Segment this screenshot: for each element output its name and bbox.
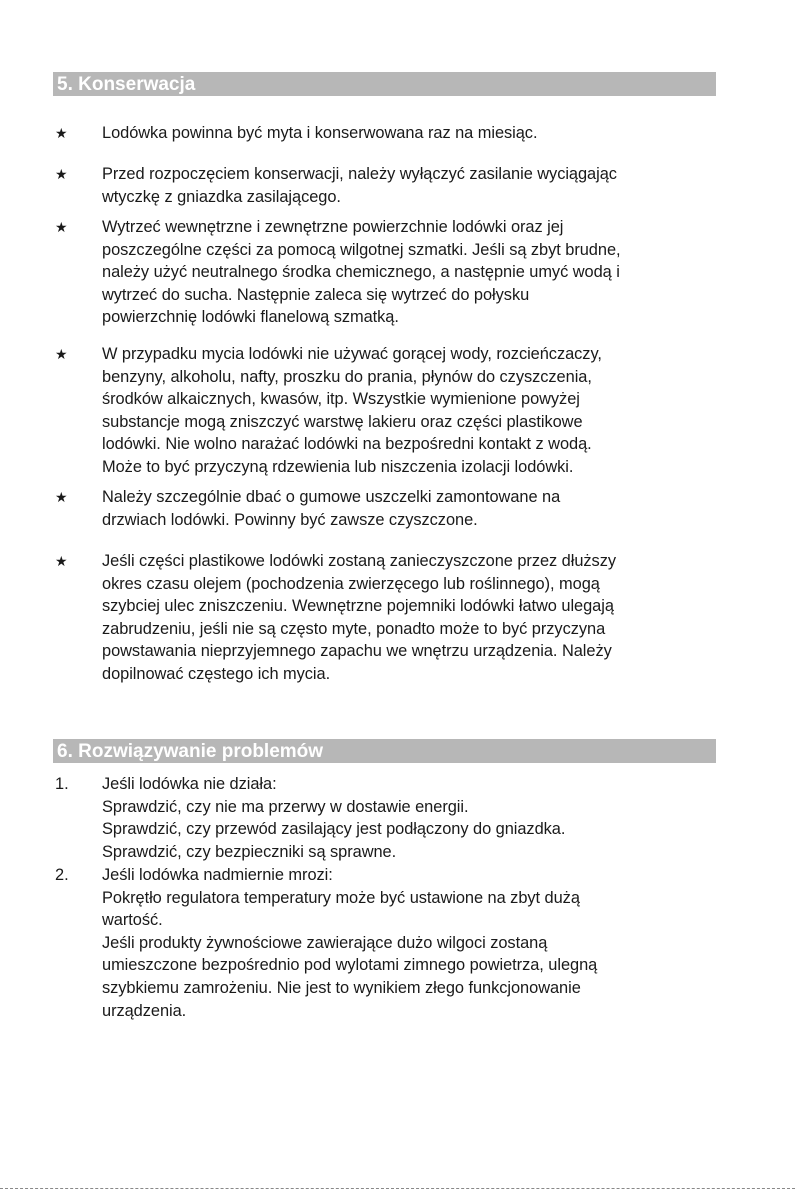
text-line: drzwiach lodówki. Powinny być zawsze czyszczone. [102,510,478,529]
text-line: Sprawdzić, czy nie ma przerwy w dostawie energii. [102,797,469,816]
text-line: Sprawdzić, czy przewód zasilający jest podłączony do gniazdka. [102,820,566,839]
text-line: wartość. [102,911,163,930]
text-line: Jeśli lodówka nie działa: [102,775,277,793]
item-number: 2. [55,866,69,884]
text-line: benzyny, alkoholu, nafty, proszku do prania, płynów do czyszczenia, [102,367,592,386]
item-text [102,864,714,1022]
text-line: substancje mogą zniszczyć warstwę lakieru oraz części plastikowe [102,412,583,431]
text-line: urządzenia. [102,1001,187,1020]
text-line: Sprawdzić, czy bezpieczniki są sprawne. [102,842,397,861]
section-6-heading: 6. Rozwiązywanie problemów [53,739,716,763]
text-line: dopilnować częstego ich mycia. [102,664,331,683]
item-text [102,486,714,531]
text-line: Jeśli lodówka nadmiernie mrozi: [102,866,333,884]
page-bottom-divider [0,1188,795,1189]
text-line: Jeśli części plastikowe lodówki zostaną zanieczyszczone przez dłuższy [102,552,616,570]
text-line: Lodówka powinna być myta i konserwowana raz na miesiąc. [102,124,538,142]
text-line: zabrudzeniu, jeśli nie są często myte, ponadto może to być przyczyna [102,619,606,638]
text-line: powierzchnię lodówki flanelową szmatką. [102,308,399,327]
text-line: wtyczkę z gniazdka zasilającego. [102,187,341,206]
item-text [102,550,714,686]
star-bullet-icon: ★ [55,125,68,141]
text-line: należy użyć neutralnego środka chemicznego, a następnie umyć wodą i [102,263,620,282]
item-text [102,216,714,329]
star-bullet-icon: ★ [55,166,68,182]
text-line: umieszczone bezpośrednio pod wylotami zimnego powietrza, ulegną [102,956,598,975]
text-line: szybciej ulec zniszczeniu. Wewnętrzne pojemniki lodówki łatwo ulegają [102,597,614,616]
text-line: Należy szczególnie dbać o gumowe uszczelki zamontowane na [102,488,561,506]
text-line: okres czasu olejem (pochodzenia zwierzęcego lub roślinnego), mogą [102,574,600,593]
text-line: poszczególne części za pomocą wilgotnej szmatki. Jeśli są zbyt brudne, [102,240,621,259]
item-text [102,122,714,145]
text-line: wytrzeć do sucha. Następnie zaleca się wytrzeć do połysku [102,285,530,304]
text-line: środków alkaicznych, kwasów, itp. Wszystkie wymienione powyżej [102,390,580,409]
item-text [102,343,714,479]
text-line: Pokrętło regulatora temperatury może być ustawione na zbyt dużą [102,888,580,907]
item-number: 1. [55,775,69,793]
text-line: Jeśli produkty żywnościowe zawierające dużo wilgoci zostaną [102,933,548,952]
star-bullet-icon: ★ [55,553,68,569]
text-line: powstawania nieprzyjemnego zapachu we wnętrzu urządzenia. Należy [102,642,612,661]
star-bullet-icon: ★ [55,489,68,505]
star-bullet-icon: ★ [55,346,68,362]
section-5-heading: 5. Konserwacja [53,72,716,96]
text-line: Wytrzeć wewnętrzne i zewnętrzne powierzchnie lodówki oraz jej [102,218,564,236]
item-text [102,163,714,208]
text-line: W przypadku mycia lodówki nie używać gorącej wody, rozcieńczaczy, [102,345,602,363]
text-line: szybkiemu zamrożeniu. Nie jest to wynikiem złego funkcjonowanie [102,978,581,997]
item-text [102,773,714,863]
text-line: Przed rozpoczęciem konserwacji, należy wyłączyć zasilanie wyciągając [102,165,617,183]
star-bullet-icon: ★ [55,219,68,235]
text-line: lodówki. Nie wolno narażać lodówki na bezpośredni kontakt z wodą. [102,435,592,454]
text-line: Może to być przyczyną rdzewienia lub niszczenia izolacji lodówki. [102,457,574,476]
